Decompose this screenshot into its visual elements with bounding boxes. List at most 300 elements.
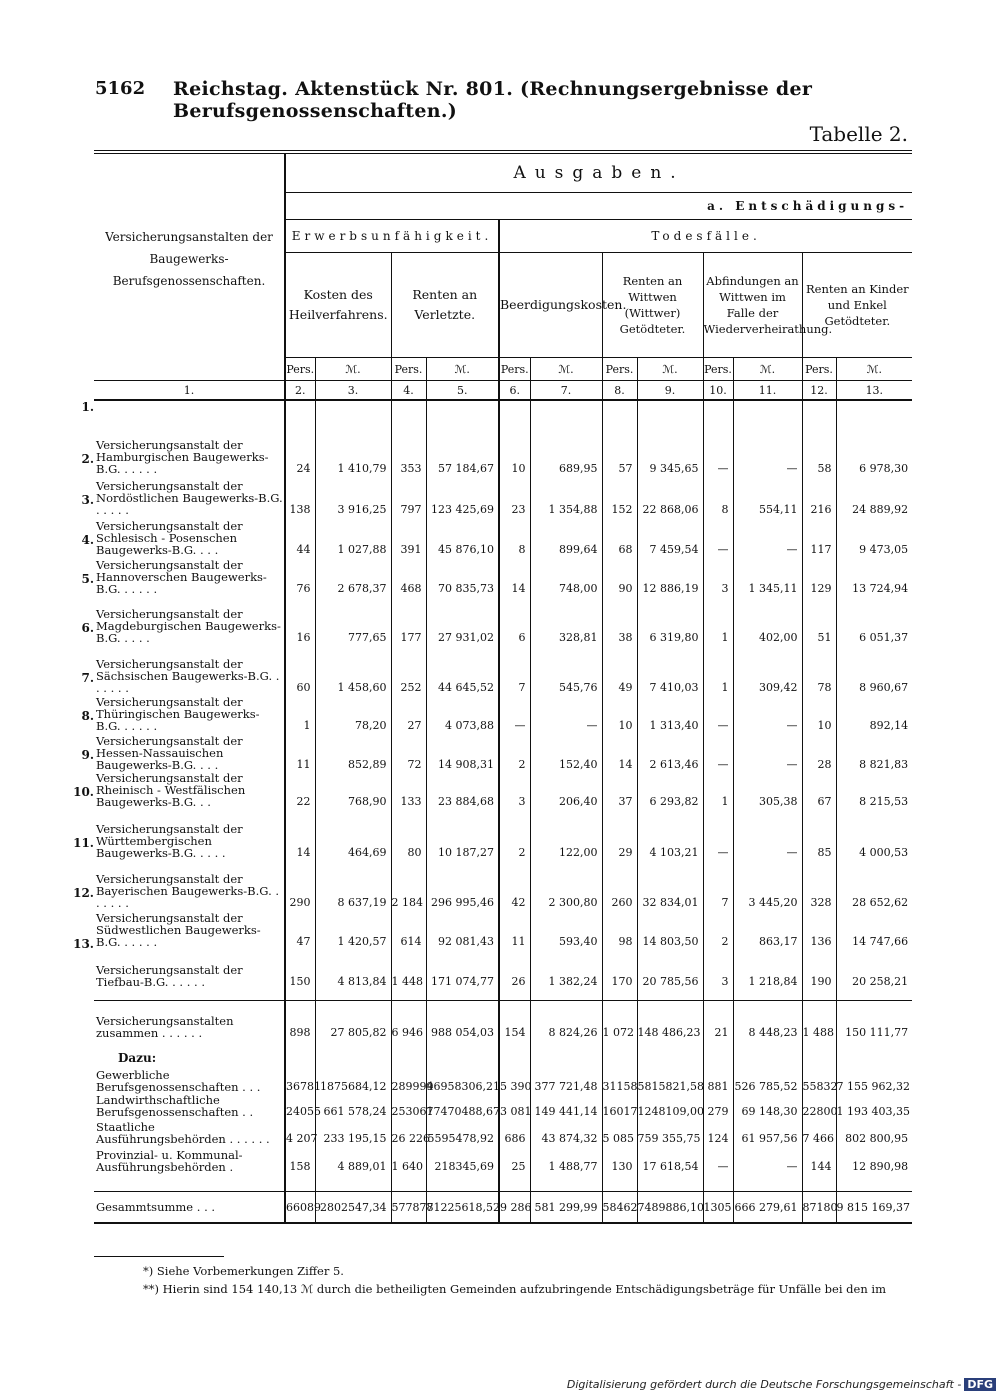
- ausgaben-header: Ausgaben.: [285, 152, 912, 193]
- amount-cell: 1 458,60: [315, 644, 391, 694]
- persons-cell: 8: [499, 516, 530, 556]
- amount-cell: —: [530, 694, 602, 732]
- amount-cell: 8 821,83: [859, 758, 909, 771]
- persons-cell: 26: [499, 948, 530, 988]
- persons-cell: 5 085: [602, 1118, 637, 1145]
- amount-cell: 46958306,21: [426, 1065, 499, 1093]
- unit-mark: ℳ.: [530, 358, 602, 381]
- persons-cell: 14: [499, 556, 530, 595]
- persons-cell: 31158: [602, 1065, 637, 1093]
- amount-cell: 1 488,77: [530, 1145, 602, 1173]
- persons-cell: —: [703, 694, 733, 732]
- col-number: 9.: [637, 381, 703, 401]
- persons-cell: 14: [602, 732, 637, 771]
- amount-cell: 768,90: [315, 771, 391, 808]
- persons-cell: 37: [602, 771, 637, 808]
- amount-cell: 777,65: [315, 595, 391, 644]
- persons-cell: 3: [703, 556, 733, 595]
- amount-cell: 12 886,19: [637, 556, 703, 595]
- amount-cell: —: [733, 516, 802, 556]
- persons-cell: 2: [703, 909, 733, 948]
- persons-cell: 26 226: [391, 1118, 426, 1145]
- persons-cell: 614: [391, 909, 426, 948]
- row-number: 4.: [81, 533, 94, 547]
- amount-cell: 14 747,66: [852, 935, 909, 948]
- amount-cell: 7489886,10: [637, 1192, 703, 1224]
- persons-cell: 7: [703, 859, 733, 909]
- amount-cell: 2 678,37: [315, 556, 391, 595]
- spacer-row: [94, 1173, 912, 1192]
- persons-cell: 3: [499, 771, 530, 808]
- amount-cell: 748,00: [530, 556, 602, 595]
- amount-cell: 4 103,21: [637, 808, 703, 859]
- amount-cell: 7 459,54: [637, 516, 703, 556]
- amount-cell: 2 300,80: [530, 859, 602, 909]
- row-name: Gesammtsumme . . .: [96, 1200, 216, 1214]
- subhead-beerdigung: Beerdigungskosten.: [499, 253, 602, 358]
- amount-cell: 20 258,21: [852, 975, 909, 988]
- unit-pers: Pers.: [499, 358, 530, 381]
- persons-cell: 28: [802, 732, 836, 771]
- persons-cell: 7 466: [802, 1118, 836, 1145]
- row-number: 13.: [73, 937, 94, 951]
- persons-cell: 158: [285, 1145, 315, 1173]
- subhead-heilverfahren: Kosten des Heilverfahrens.: [285, 253, 391, 358]
- persons-cell: 279: [703, 1093, 733, 1118]
- unit-mark: ℳ.: [637, 358, 703, 381]
- amount-cell: 69 148,30: [733, 1093, 802, 1118]
- unit-mark: ℳ.: [315, 358, 391, 381]
- amount-cell: —: [733, 1145, 802, 1173]
- persons-cell: 22: [285, 771, 315, 808]
- footnotes: [143, 1262, 886, 1298]
- amount-cell: 1 193 403,35: [836, 1105, 910, 1118]
- persons-cell: 90: [602, 556, 637, 595]
- persons-cell: 577878: [391, 1192, 426, 1224]
- row-name: Versicherungsanstalt der Hannoverschen Baugewerks-B.G. . . . . .: [96, 558, 267, 596]
- persons-cell: 11: [499, 909, 530, 948]
- row-number: 12.: [73, 886, 94, 900]
- table-row: [94, 909, 912, 948]
- col-number: 7.: [530, 381, 602, 401]
- row-name: Versicherungsanstalt der Thüringischen Baugewerks-B.G. . . . . .: [96, 695, 260, 733]
- amount-cell: 28 652,62: [852, 896, 909, 909]
- table-row: [94, 732, 912, 771]
- persons-cell: 177: [391, 595, 426, 644]
- col-number: 10.: [703, 381, 733, 401]
- subhead-abfindungen: Abfindungen an Wittwen im Falle der Wiederverheirathung.: [703, 253, 802, 358]
- persons-cell: 1 488: [802, 1001, 836, 1040]
- amount-cell: 61 957,56: [733, 1118, 802, 1145]
- persons-cell: 27: [391, 694, 426, 732]
- amount-cell: 526 785,52: [733, 1065, 802, 1093]
- persons-cell: 1: [703, 644, 733, 694]
- dazu-row: [94, 1145, 912, 1173]
- unit-pers: Pers.: [703, 358, 733, 381]
- column-number-row: [94, 381, 912, 401]
- persons-cell: 78: [802, 644, 836, 694]
- persons-cell: —: [703, 423, 733, 475]
- amount-cell: 1875684,12: [315, 1065, 391, 1093]
- col-number: 11.: [733, 381, 802, 401]
- persons-cell: 2: [499, 732, 530, 771]
- row-number: 8.: [81, 709, 94, 723]
- unit-mark: ℳ.: [836, 358, 912, 381]
- amount-cell: 661 578,24: [315, 1093, 391, 1118]
- dazu-row: [94, 1118, 912, 1145]
- amount-cell: 581 299,99: [530, 1192, 602, 1224]
- col-number: 13.: [836, 381, 912, 401]
- table-row: [94, 556, 912, 595]
- amount-cell: 666 279,61: [733, 1192, 802, 1224]
- persons-cell: 6 946: [391, 1001, 426, 1040]
- unit-pers: Pers.: [802, 358, 836, 381]
- amount-cell: 296 995,46: [426, 859, 499, 909]
- amount-cell: 328,81: [530, 595, 602, 644]
- amount-cell: 7 410,03: [637, 644, 703, 694]
- persons-cell: 1: [285, 694, 315, 732]
- persons-cell: —: [703, 808, 733, 859]
- amount-cell: 123 425,69: [426, 475, 499, 516]
- row-number: 11.: [73, 836, 94, 850]
- amount-cell: 1 218,84: [733, 948, 802, 988]
- persons-cell: 1 072: [602, 1001, 637, 1040]
- zusammen-row: [94, 1001, 912, 1040]
- amount-cell: 24 889,92: [852, 503, 909, 516]
- persons-cell: 10: [802, 694, 836, 732]
- unit-mark: ℳ.: [426, 358, 499, 381]
- dazu-row: [94, 1093, 912, 1118]
- amount-cell: 852,89: [315, 732, 391, 771]
- amount-cell: 6 319,80: [637, 595, 703, 644]
- row-number: 9.: [81, 748, 94, 762]
- persons-cell: 686: [499, 1118, 530, 1145]
- persons-cell: 391: [391, 516, 426, 556]
- amount-cell: 6 051,37: [859, 631, 909, 644]
- persons-cell: 1 640: [391, 1145, 426, 1173]
- amount-cell: 464,69: [315, 808, 391, 859]
- amount-cell: 44 645,52: [426, 644, 499, 694]
- row-name: Staatliche Ausführungsbehörden . . . . . .: [96, 1120, 270, 1146]
- subhead-renten-wittwen: Renten an Wittwen (Wittwer) Getödteter.: [602, 253, 703, 358]
- persons-cell: 36781: [285, 1065, 315, 1093]
- amount-cell: 759 355,75: [637, 1118, 703, 1145]
- persons-cell: 24: [285, 423, 315, 475]
- amount-cell: 4 889,01: [315, 1145, 391, 1173]
- table-row: [94, 516, 912, 556]
- amount-cell: 4 000,53: [859, 846, 909, 859]
- amount-cell: 27 805,82: [315, 1001, 391, 1040]
- persons-cell: 98: [602, 909, 637, 948]
- persons-cell: 9 286: [499, 1192, 530, 1224]
- unit-mark: ℳ.: [733, 358, 802, 381]
- persons-cell: 252: [391, 644, 426, 694]
- amount-cell: 892,14: [869, 719, 909, 732]
- amount-cell: 1 354,88: [530, 475, 602, 516]
- table-row: [94, 595, 912, 644]
- amount-cell: 14 908,31: [426, 732, 499, 771]
- section-a-header: a. Entschädigungs-: [285, 193, 912, 220]
- page-number: 5162: [95, 78, 146, 99]
- amount-cell: 27 931,02: [426, 595, 499, 644]
- amount-cell: 45 876,10: [426, 516, 499, 556]
- amount-cell: 12 890,98: [852, 1160, 909, 1173]
- row-name: Provinzial- u. Kommunal-Ausführungsbehörden .: [96, 1148, 243, 1174]
- amount-cell: —: [733, 808, 802, 859]
- table-row: [94, 475, 912, 516]
- row-number: 10.: [73, 785, 94, 799]
- persons-cell: 25: [499, 1145, 530, 1173]
- amount-cell: 8 824,26: [530, 1001, 602, 1040]
- persons-cell: 6: [499, 595, 530, 644]
- amount-cell: 988 054,03: [426, 1001, 499, 1040]
- amount-cell: 305,38: [733, 771, 802, 808]
- amount-cell: 2 613,46: [637, 732, 703, 771]
- persons-cell: 5 390: [499, 1065, 530, 1093]
- row-number: 3.: [81, 493, 94, 507]
- persons-cell: 44: [285, 516, 315, 556]
- persons-cell: 49: [602, 644, 637, 694]
- amount-cell: 43 874,32: [530, 1118, 602, 1145]
- persons-cell: 2 184: [391, 859, 426, 909]
- amount-cell: 8 215,53: [859, 795, 909, 808]
- amount-cell: 3 916,25: [315, 475, 391, 516]
- amount-cell: 8 960,67: [859, 681, 909, 694]
- amount-cell: 17470488,67: [426, 1093, 499, 1118]
- amount-cell: 14 803,50: [637, 909, 703, 948]
- row-name: Versicherungsanstalt der Bayerischen Baugewerks-B.G. . . . . . .: [96, 872, 280, 910]
- persons-cell: 2: [499, 808, 530, 859]
- persons-cell: 124: [703, 1118, 733, 1145]
- expenditure-table: [73, 150, 912, 1224]
- gesammt-row: [94, 1192, 912, 1224]
- amount-cell: 20 785,56: [637, 948, 703, 988]
- persons-cell: —: [703, 732, 733, 771]
- persons-cell: 68: [602, 516, 637, 556]
- table-row: [94, 771, 912, 808]
- persons-cell: 881: [703, 1065, 733, 1093]
- amount-cell: —: [733, 694, 802, 732]
- persons-cell: 29: [602, 808, 637, 859]
- amount-cell: 8 448,23: [733, 1001, 802, 1040]
- persons-cell: 8: [703, 475, 733, 516]
- dazu-row: [94, 1039, 912, 1065]
- row-name: Versicherungsanstalt der Sächsischen Baugewerks-B.G. . . . . . .: [96, 657, 280, 695]
- spacer-row: [94, 400, 912, 423]
- amount-cell: 6 978,30: [859, 462, 909, 475]
- spacer-row: [94, 988, 912, 1001]
- col-number: 1.: [94, 381, 285, 401]
- row-number: 2.: [81, 452, 94, 466]
- row-name: Versicherungsanstalt der Magdeburgischen Baugewerks-B.G. . . . .: [96, 607, 281, 645]
- amount-cell: 5815821,58: [637, 1065, 703, 1093]
- amount-cell: —: [733, 423, 802, 475]
- amount-cell: 206,40: [530, 771, 602, 808]
- unit-pers: Pers.: [602, 358, 637, 381]
- persons-cell: 152: [602, 475, 637, 516]
- amount-cell: 71225618,52: [426, 1192, 499, 1224]
- dazu-row: [94, 1065, 912, 1093]
- persons-cell: 216: [802, 475, 836, 516]
- persons-cell: 1305: [703, 1192, 733, 1224]
- persons-cell: 7: [499, 644, 530, 694]
- persons-cell: 42: [499, 859, 530, 909]
- amount-cell: 309,42: [733, 644, 802, 694]
- persons-cell: 144: [802, 1145, 836, 1173]
- persons-cell: 14: [285, 808, 315, 859]
- persons-cell: 3 081: [499, 1093, 530, 1118]
- col-number: 4.: [391, 381, 426, 401]
- col-number: 6.: [499, 381, 530, 401]
- dfg-logo: DFG: [964, 1378, 996, 1391]
- footnote-rule: [94, 1256, 224, 1257]
- persons-cell: 16: [285, 595, 315, 644]
- persons-cell: 58: [802, 423, 836, 475]
- persons-cell: 21: [703, 1001, 733, 1040]
- amount-cell: 7 155 962,32: [836, 1080, 910, 1093]
- group-erwerb: Erwerbsunfähigkeit.: [285, 220, 499, 253]
- row-number: 7.: [81, 671, 94, 685]
- subhead-renten-verletzte: Renten an Verletzte.: [391, 253, 499, 358]
- amount-cell: 148 486,23: [637, 1001, 703, 1040]
- amount-cell: 545,76: [530, 644, 602, 694]
- persons-cell: 154: [499, 1001, 530, 1040]
- persons-cell: 1: [703, 771, 733, 808]
- persons-cell: 1: [703, 595, 733, 644]
- persons-cell: 60: [285, 644, 315, 694]
- row-name: Gewerbliche Berufsgenossenschaften . . .: [96, 1068, 261, 1094]
- amount-cell: 554,11: [733, 475, 802, 516]
- persons-cell: 260: [602, 859, 637, 909]
- amount-cell: 802 800,95: [845, 1132, 909, 1145]
- amount-cell: 70 835,73: [426, 556, 499, 595]
- persons-cell: 129: [802, 556, 836, 595]
- persons-cell: 289999: [391, 1065, 426, 1093]
- amount-cell: 122,00: [530, 808, 602, 859]
- col-number: 3.: [315, 381, 391, 401]
- amount-cell: 2802547,34: [315, 1192, 391, 1224]
- amount-cell: 171 074,77: [426, 948, 499, 988]
- amount-cell: 4 813,84: [315, 948, 391, 988]
- amount-cell: 6 293,82: [637, 771, 703, 808]
- persons-cell: 133: [391, 771, 426, 808]
- footnote-2: **) Hierin sind 154 140,13 ℳ durch die betheiligten Gemeinden aufzubringende Entschädigungsbeträge für Unfälle bei den im: [143, 1282, 886, 1296]
- amount-cell: 57 184,67: [426, 423, 499, 475]
- col-number: 12.: [802, 381, 836, 401]
- amount-cell: 377 721,48: [530, 1065, 602, 1093]
- persons-cell: —: [499, 694, 530, 732]
- persons-cell: 190: [802, 948, 836, 988]
- col-number: 5.: [426, 381, 499, 401]
- row-number: 5.: [81, 572, 94, 586]
- subhead-renten-kinder: Renten an Kinder und Enkel Getödteter.: [802, 253, 912, 358]
- persons-cell: 38: [602, 595, 637, 644]
- amount-cell: 9 815 169,37: [836, 1192, 912, 1224]
- persons-cell: 22800: [802, 1093, 836, 1118]
- amount-cell: 593,40: [530, 909, 602, 948]
- row-name: Versicherungsanstalt der Hessen-Nassauischen Baugewerks-B.G. . . .: [96, 734, 243, 772]
- persons-cell: 4 207: [285, 1118, 315, 1145]
- persons-cell: 898: [285, 1001, 315, 1040]
- amount-cell: 152,40: [530, 732, 602, 771]
- amount-cell: 9 473,05: [859, 543, 909, 556]
- amount-cell: 92 081,43: [426, 909, 499, 948]
- amount-cell: 5595478,92: [426, 1118, 499, 1145]
- table-row: [94, 694, 912, 732]
- amount-cell: 1 027,88: [315, 516, 391, 556]
- amount-cell: 218345,69: [426, 1145, 499, 1173]
- amount-cell: 1 410,79: [315, 423, 391, 475]
- persons-cell: 253067: [391, 1093, 426, 1118]
- amount-cell: 17 618,54: [637, 1145, 703, 1173]
- unit-pers: Pers.: [285, 358, 315, 381]
- amount-cell: 1 313,40: [637, 694, 703, 732]
- persons-cell: 57: [602, 423, 637, 475]
- amount-cell: 9 345,65: [637, 423, 703, 475]
- persons-cell: 136: [802, 909, 836, 948]
- amount-cell: 233 195,15: [315, 1118, 391, 1145]
- persons-cell: 328: [802, 859, 836, 909]
- table-row: [94, 859, 912, 909]
- persons-cell: 76: [285, 556, 315, 595]
- table-row: [94, 808, 912, 859]
- persons-cell: 58462: [602, 1192, 637, 1224]
- amount-cell: 4 073,88: [426, 694, 499, 732]
- amount-cell: 10 187,27: [426, 808, 499, 859]
- persons-cell: 47: [285, 909, 315, 948]
- persons-cell: 117: [802, 516, 836, 556]
- persons-cell: 10: [499, 423, 530, 475]
- persons-cell: 80: [391, 808, 426, 859]
- table-row: [94, 948, 912, 988]
- persons-cell: 353: [391, 423, 426, 475]
- amount-cell: 1248109,00: [637, 1093, 703, 1118]
- row-name: Versicherungsanstalt der Württembergischen Baugewerks-B.G. . . . .: [96, 822, 243, 860]
- row-number: 1.: [81, 400, 94, 414]
- col-number: 2.: [285, 381, 315, 401]
- amount-cell: 13 724,94: [852, 582, 909, 595]
- persons-cell: 72: [391, 732, 426, 771]
- amount-cell: 150 111,77: [836, 1001, 912, 1040]
- amount-cell: 863,17: [733, 909, 802, 948]
- page-header: [95, 78, 910, 122]
- persons-cell: 23: [499, 475, 530, 516]
- persons-cell: 67: [802, 771, 836, 808]
- persons-cell: —: [703, 516, 733, 556]
- persons-cell: 16017: [602, 1093, 637, 1118]
- amount-cell: 3 445,20: [733, 859, 802, 909]
- unit-pers: Pers.: [391, 358, 426, 381]
- persons-cell: 10: [602, 694, 637, 732]
- row-name: Versicherungsanstalt der Nordöstlichen Baugewerks-B.G. . . . . .: [96, 479, 283, 517]
- persons-cell: 87180: [802, 1192, 836, 1224]
- amount-cell: 1 420,57: [315, 909, 391, 948]
- col-number: 8.: [602, 381, 637, 401]
- row-name: Versicherungsanstalt der Rheinisch - Westfälischen Baugewerks-B.G. . .: [96, 771, 246, 809]
- persons-cell: 51: [802, 595, 836, 644]
- page-title: Reichstag. Aktenstück Nr. 801. (Rechnungsergebnisse der Berufsgenossenschaften.): [173, 78, 813, 122]
- row-number: 6.: [81, 621, 94, 635]
- amount-cell: 32 834,01: [637, 859, 703, 909]
- row-name: Versicherungsanstalt der Tiefbau-B.G. . . . . .: [96, 963, 243, 989]
- amount-cell: 22 868,06: [637, 475, 703, 516]
- amount-cell: 23 884,68: [426, 771, 499, 808]
- col1-header: Versicherungsanstalten der Baugewerks-Berufsgenossenschaften.: [105, 230, 273, 288]
- amount-cell: 149 441,14: [530, 1093, 602, 1118]
- persons-cell: 797: [391, 475, 426, 516]
- group-tod: Todesfälle.: [499, 220, 912, 253]
- amount-cell: 8 637,19: [315, 859, 391, 909]
